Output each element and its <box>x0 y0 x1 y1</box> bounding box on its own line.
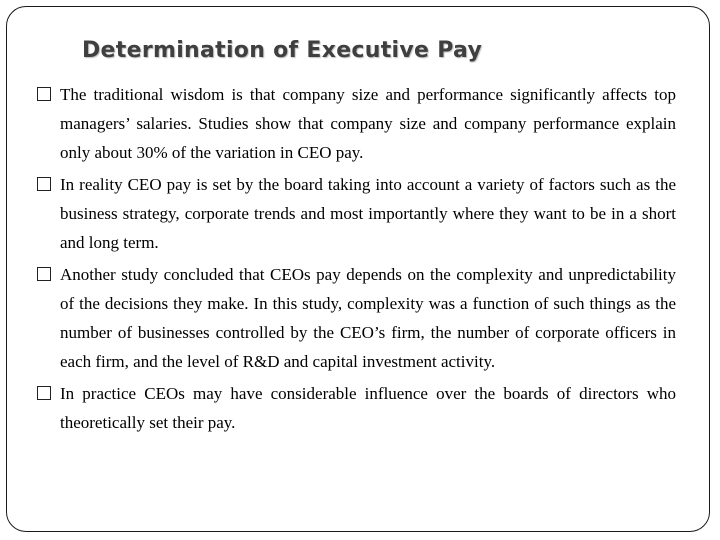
checkbox-square-icon <box>37 386 51 400</box>
bullet-item <box>36 80 676 167</box>
checkbox-square-icon <box>37 87 51 101</box>
bullet-list <box>36 80 676 440</box>
bullet-text: In reality CEO pay is set by the board taking into account a variety of factors such as the business strategy, corporate trends and most importantly where they want to be in a short and long term. <box>60 175 676 252</box>
checkbox-square-icon <box>37 177 51 191</box>
bullet-item <box>36 260 676 376</box>
bullet-text: The traditional wisdom is that company size and performance significantly affects top managers’ salaries. Studies show that company size and company performance explain only about 30% of the variation in CEO pay. <box>60 85 676 162</box>
checkbox-square-icon <box>37 267 51 281</box>
slide-title: Determination of Executive Pay <box>82 38 483 63</box>
bullet-text: In practice CEOs may have considerable influence over the boards of directors who theoretically set their pay. <box>60 384 676 432</box>
bullet-text: Another study concluded that CEOs pay depends on the complexity and unpredictability of the decisions they make. In this study, complexity was a function of such things as the number of businesses controlled by the CEO’s firm, the number of corporate officers in each firm, and the level of R&D and capital investment activity. <box>60 265 676 371</box>
bullet-item <box>36 379 676 437</box>
bullet-item <box>36 170 676 257</box>
